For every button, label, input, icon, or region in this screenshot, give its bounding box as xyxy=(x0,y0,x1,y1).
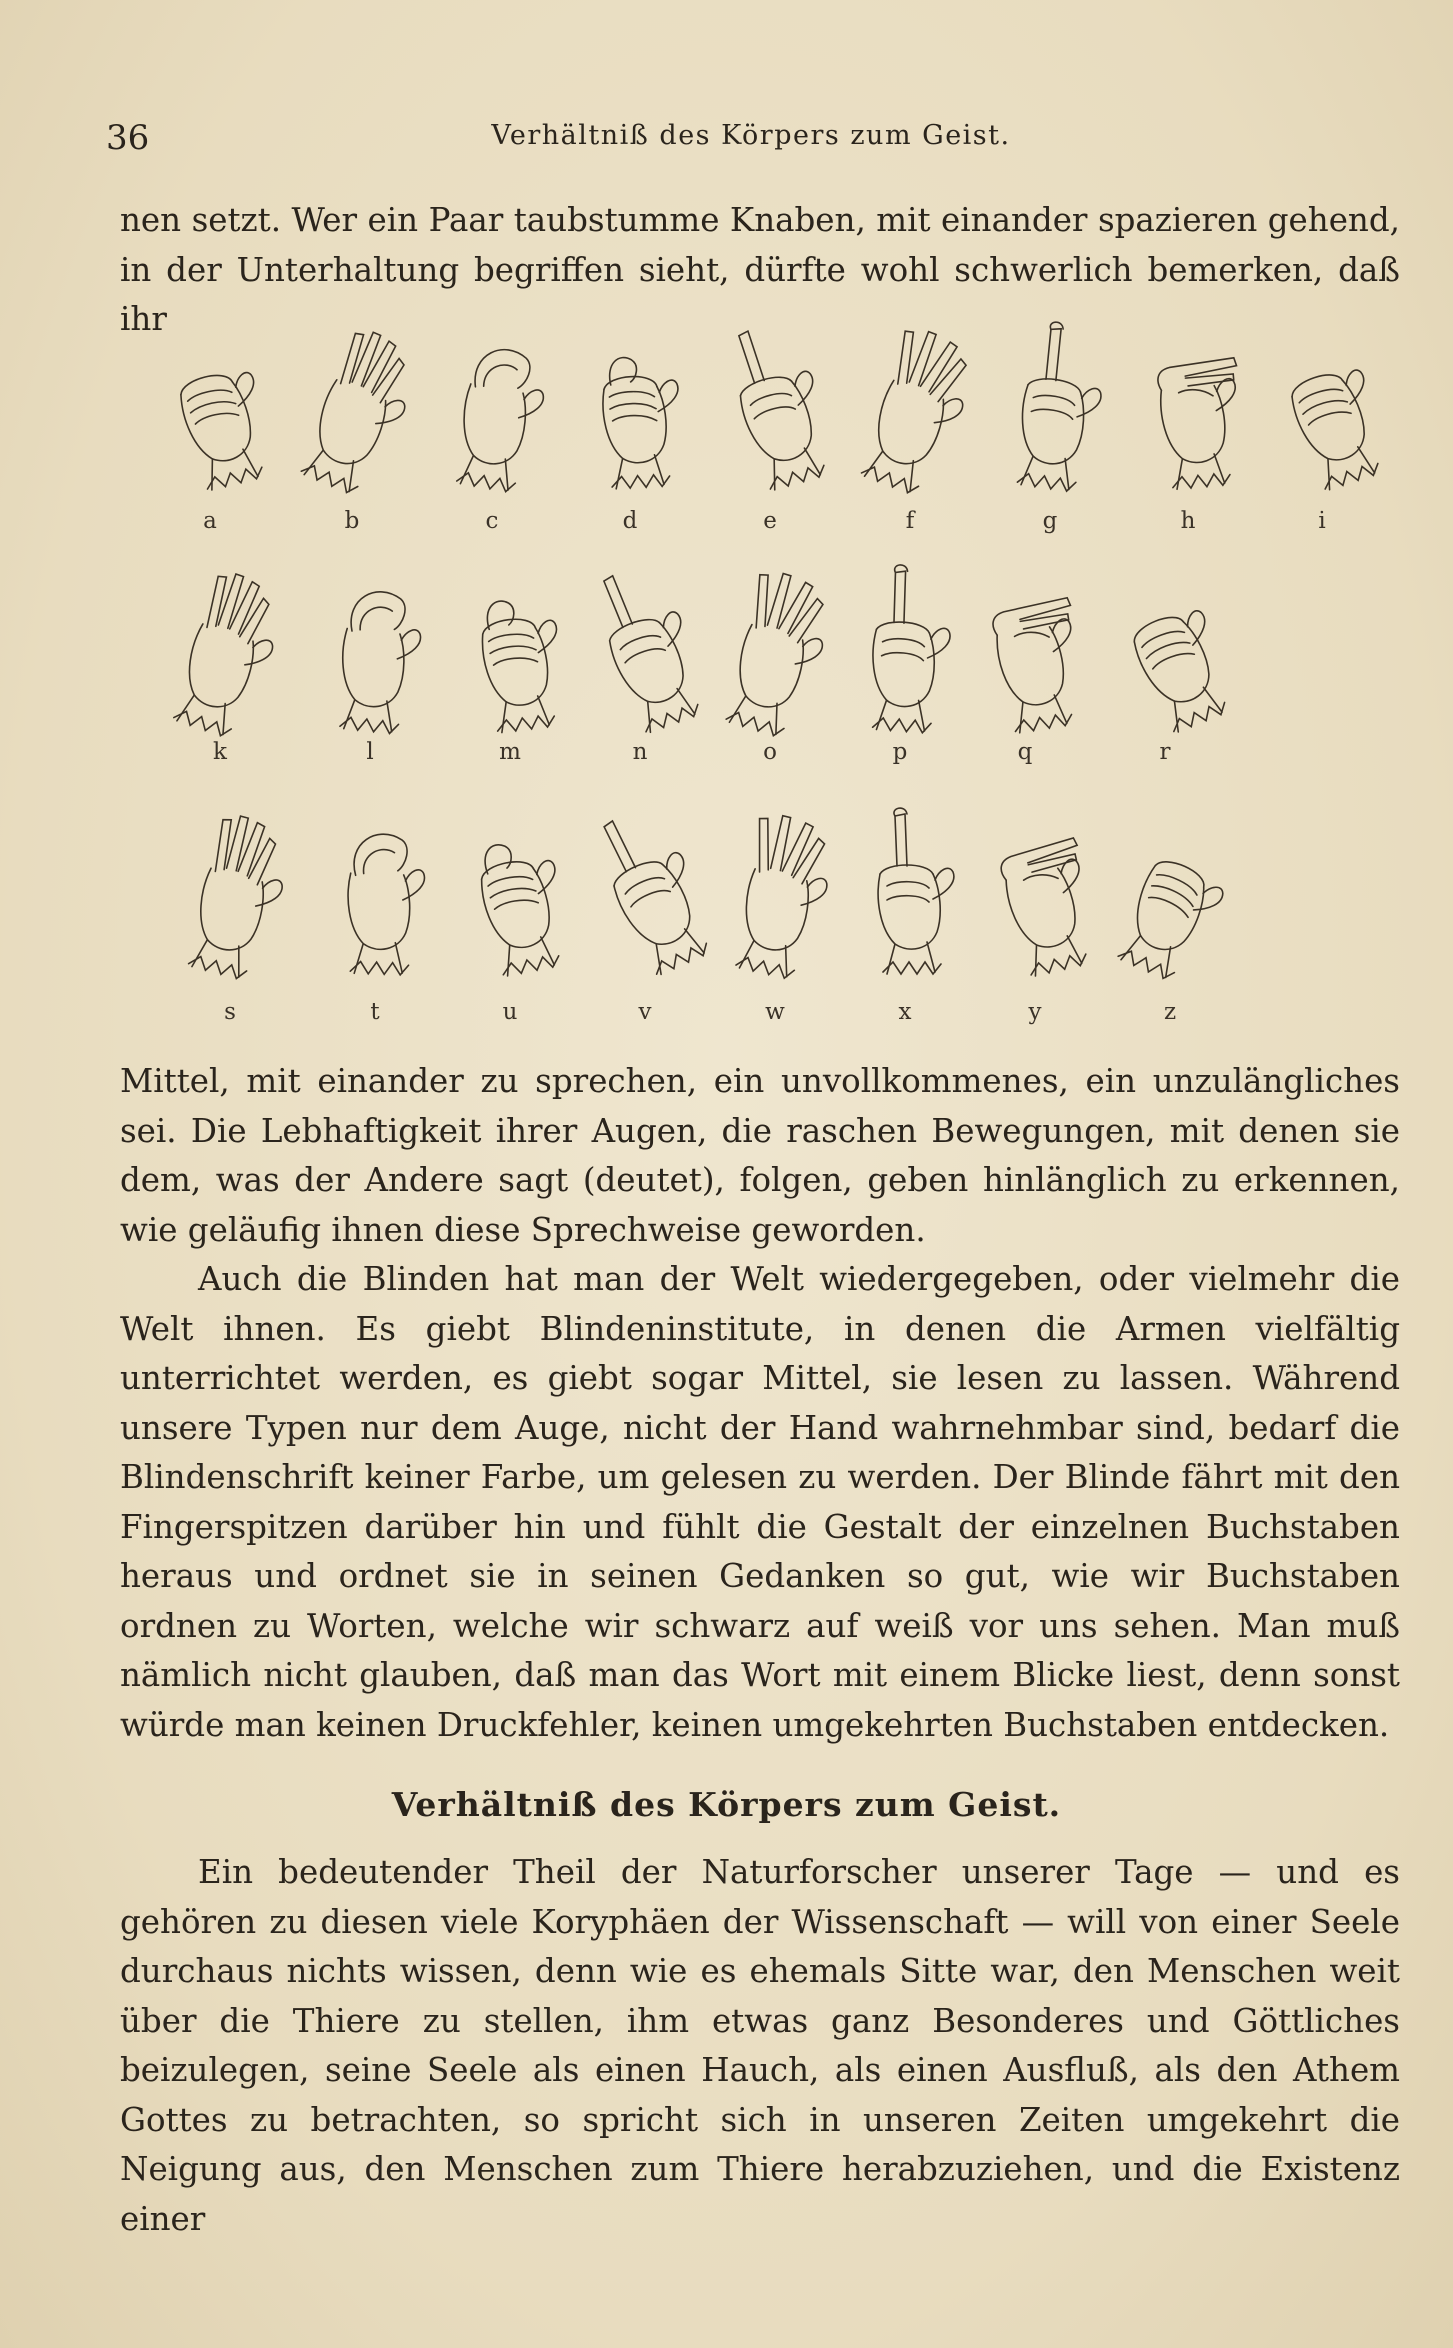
alphabet-row-1 xyxy=(140,318,1400,563)
hand-sign-x-illustration xyxy=(835,804,975,984)
sign-letter-label: s xyxy=(224,999,236,1025)
sign-letter-label: n xyxy=(632,739,648,765)
hand-sign-t-illustration xyxy=(305,804,445,984)
sign-a xyxy=(140,318,280,563)
sign-n xyxy=(570,561,710,806)
sign-g xyxy=(980,318,1120,563)
hand-sign-u-illustration xyxy=(440,804,580,984)
page-number: 36 xyxy=(106,118,150,158)
sign-letter-label: y xyxy=(1028,999,1042,1025)
sign-letter-label: w xyxy=(765,999,785,1025)
hand-sign-s-illustration xyxy=(160,804,300,984)
sign-f xyxy=(840,318,980,563)
running-title: Verhältniß des Körpers zum Geist. xyxy=(491,120,1011,151)
sign-letter-label: t xyxy=(370,999,380,1025)
sign-e xyxy=(700,318,840,563)
paragraph-1: nen setzt. Wer ein Paar taubstumme Knaben, mit einander spazieren gehend, in der Unterhaltung begriffen sieht, dürfte wohl schwerlich bemerken, daß ihr xyxy=(120,201,1400,338)
paragraph-4: Ein bedeutender Theil der Naturforscher unserer Tage — und es gehören zu diesen viele Koryphäen der Wissenschaft — will von einer Seele durchaus nichts wissen, denn wie es ehemals Sitte war, den Menschen weit über die Thiere zu stellen, ihm etwas ganz Besonderes und Göttliches beizulegen, seine Seele als einen Hauch, als einen Ausfluß, als den Athem Gottes zu betrachten, so spricht sich in unseren Zeiten umgekehrt die Neigung aus, den Menschen zum Thiere herabzuziehen, und die Existenz einer xyxy=(120,1853,1400,2238)
alphabet-row-3 xyxy=(140,804,1400,1049)
hand-sign-b-illustration xyxy=(282,318,422,498)
sign-m xyxy=(440,561,580,806)
sign-k xyxy=(150,561,290,806)
hand-sign-g-illustration xyxy=(980,318,1120,498)
sign-letter-label: c xyxy=(485,508,499,534)
sign-y xyxy=(965,804,1105,1049)
sign-letter-label: x xyxy=(898,999,912,1025)
hand-sign-l-illustration xyxy=(300,561,440,741)
sign-letter-label: m xyxy=(499,739,521,765)
sign-letter-label: p xyxy=(892,739,908,765)
sign-letter-label: q xyxy=(1017,739,1033,765)
hand-sign-v-illustration xyxy=(575,804,715,984)
sign-letter-label: g xyxy=(1042,508,1058,534)
hand-sign-e-illustration xyxy=(700,318,840,498)
sign-i xyxy=(1252,318,1392,563)
sign-letter-label: u xyxy=(502,999,518,1025)
sign-letter-label: z xyxy=(1163,999,1177,1025)
hand-sign-r-illustration xyxy=(1095,561,1235,741)
sign-q xyxy=(955,561,1095,806)
sign-letter-label: l xyxy=(366,739,374,765)
hand-sign-a-illustration xyxy=(140,318,280,498)
sign-letter-label: f xyxy=(905,508,915,534)
page-header xyxy=(106,118,1396,168)
hand-sign-m-illustration xyxy=(440,561,580,741)
sign-v xyxy=(575,804,715,1049)
sign-l xyxy=(300,561,440,806)
sign-letter-label: o xyxy=(763,739,777,765)
hand-sign-y-illustration xyxy=(965,804,1105,984)
sign-h xyxy=(1118,318,1258,563)
paragraph-3: Auch die Blinden hat man der Welt wiedergegeben, oder vielmehr die Welt ihnen. Es giebt Blindeninstitute, in denen die Armen vielfältig unterrichtet werden, es giebt sogar Mittel, sie lesen zu lassen. Während unsere Typen nur dem Auge, nicht der Hand wahrnehmbar sind, bedarf die Blindenschrift keiner Farbe, um gelesen zu werden. Der Blinde fährt mit den Fingerspitzen darüber hin und fühlt die Gestalt der einzelnen Buchstaben heraus und ordnet sie in seinen Gedanken so gut, wie wir Buchstaben ordnen zu Worten, welche wir schwarz auf weiß vor uns sehen. Man muß nämlich nicht glauben, daß man das Wort mit einem Blicke liest, denn sonst würde man keinen Druckfehler, keinen umgekehrten Buchstaben entdecken. xyxy=(120,1260,1400,1744)
sign-u xyxy=(440,804,580,1049)
hand-sign-w-illustration xyxy=(705,804,845,984)
hand-sign-d-illustration xyxy=(560,318,700,498)
sign-letter-label: a xyxy=(203,508,217,534)
sign-c xyxy=(422,318,562,563)
hand-sign-k-illustration xyxy=(150,561,290,741)
sign-r xyxy=(1095,561,1235,806)
paragraph-2: Mittel, mit einander zu sprechen, ein unvollkommenes, ein unzulängliches sei. Die Lebhaftigkeit ihrer Augen, die raschen Bewegungen, mit denen sie dem, was der Andere sagt (deutet), folgen, geben hinlänglich zu erkennen, wie geläufig ihnen diese Sprechweise geworden. xyxy=(120,1062,1400,1249)
hand-sign-f-illustration xyxy=(840,318,980,498)
hand-sign-q-illustration xyxy=(955,561,1095,741)
section-heading: Verhältniß des Körpers zum Geist. xyxy=(391,1785,1062,1824)
sign-p xyxy=(830,561,970,806)
manual-alphabet-figure xyxy=(140,318,1400,1053)
sign-letter-label: e xyxy=(763,508,777,534)
sign-letter-label: d xyxy=(622,508,638,534)
sign-x xyxy=(835,804,975,1049)
sign-t xyxy=(305,804,445,1049)
hand-sign-z-illustration xyxy=(1100,804,1240,984)
sign-o xyxy=(700,561,840,806)
alphabet-row-2 xyxy=(140,561,1400,806)
sign-w xyxy=(705,804,845,1049)
hand-sign-p-illustration xyxy=(830,561,970,741)
sign-letter-label: i xyxy=(1318,508,1326,534)
sign-letter-label: b xyxy=(344,508,360,534)
sign-b xyxy=(282,318,422,563)
sign-d xyxy=(560,318,700,563)
sign-letter-label: k xyxy=(213,739,227,765)
sign-letter-label: h xyxy=(1180,508,1196,534)
sign-letter-label: r xyxy=(1159,739,1171,765)
sign-z xyxy=(1100,804,1240,1049)
hand-sign-o-illustration xyxy=(700,561,840,741)
hand-sign-h-illustration xyxy=(1118,318,1258,498)
hand-sign-c-illustration xyxy=(422,318,562,498)
sign-s xyxy=(160,804,300,1049)
hand-sign-n-illustration xyxy=(570,561,710,741)
hand-sign-i-illustration xyxy=(1252,318,1392,498)
sign-letter-label: v xyxy=(638,999,652,1025)
